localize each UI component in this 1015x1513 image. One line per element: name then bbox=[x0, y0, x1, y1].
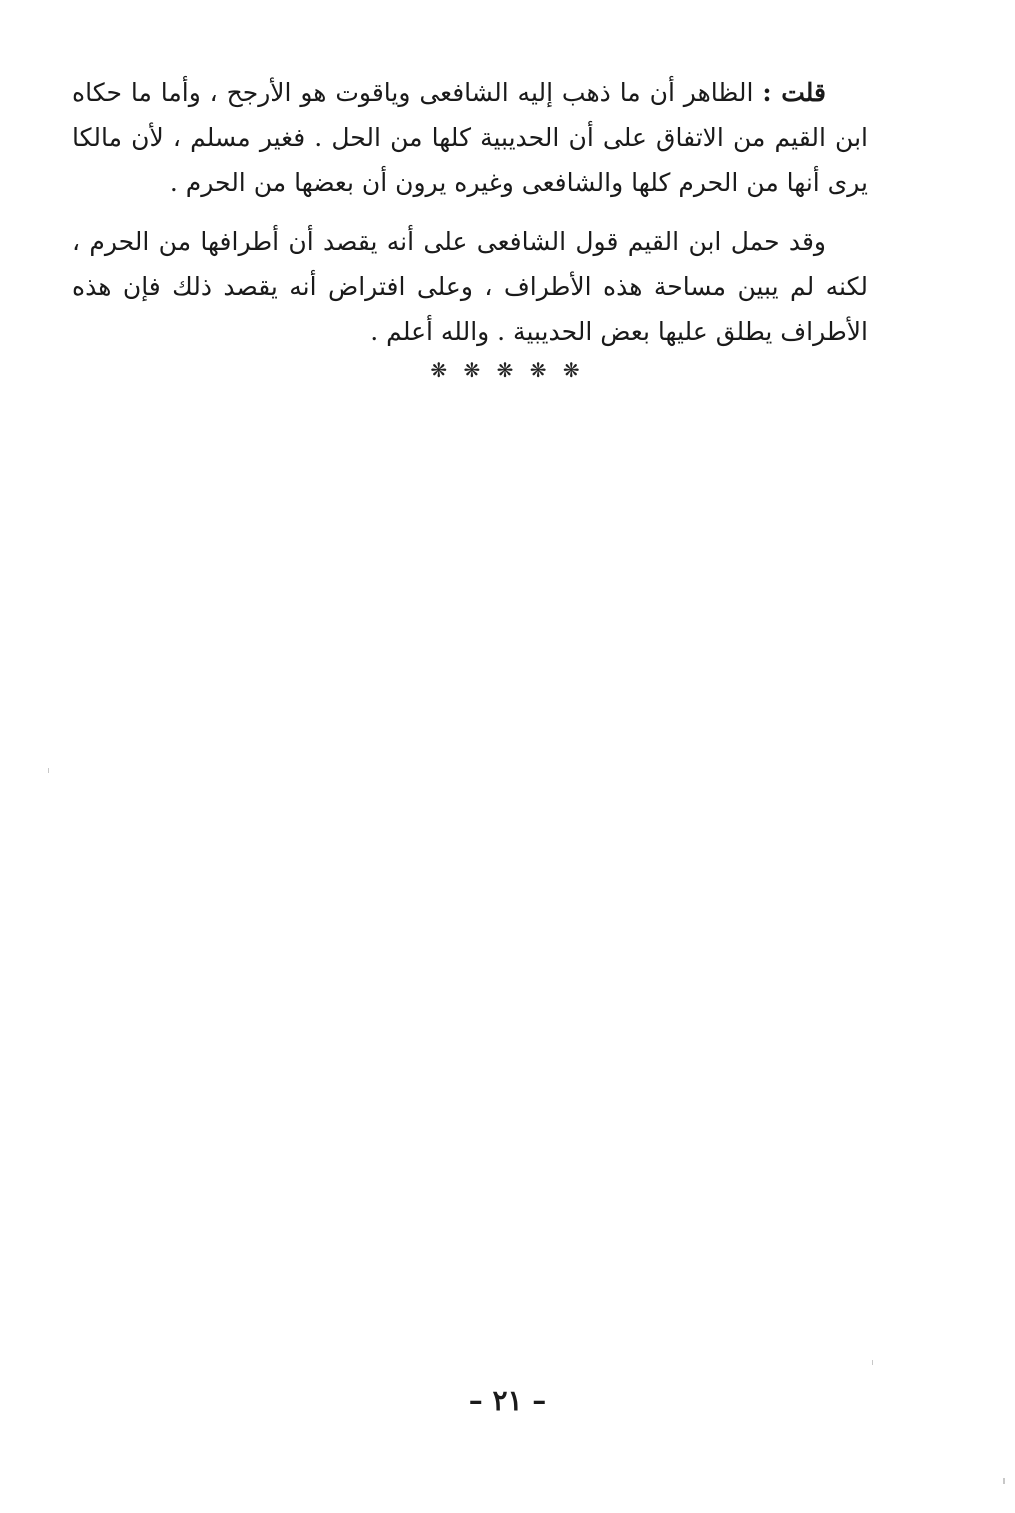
scan-speck-mark bbox=[48, 768, 49, 773]
page-number: – ٢١ – bbox=[468, 1384, 547, 1417]
paragraph-1-lead: قلت : bbox=[762, 78, 826, 107]
paragraph-2-text: وقد حمل ابن القيم قول الشافعى على أنه يقصد أن أطرافها من الحرم ، لكنه لم يبين مساحة هذه الأطراف ، وعلى افتراض أنه يقصد ذلك فإن هذه الأطراف يطلق عليها بعض الحديبية . والله أعلم . bbox=[72, 227, 869, 346]
scan-speck-mark bbox=[872, 1360, 873, 1365]
paragraph-1 bbox=[72, 70, 868, 205]
section-ornament: ❋ ❋ ❋ ❋ ❋ bbox=[430, 358, 585, 382]
paragraph-1-body bbox=[72, 70, 868, 205]
paragraph-1-text: الظاهر أن ما ذهب إليه الشافعى وياقوت هو الأرجح ، وأما ما حكاه ابن القيم من الاتفاق على أن الحديبية كلها من الحل . فغير مسلم ، لأن مالكا يرى أنها من الحرم كلها والشافعى وغيره يرون أن بعضها من الحرم . bbox=[72, 78, 868, 197]
scan-speck-mark bbox=[1003, 1478, 1005, 1484]
paragraph-2 bbox=[72, 219, 868, 354]
